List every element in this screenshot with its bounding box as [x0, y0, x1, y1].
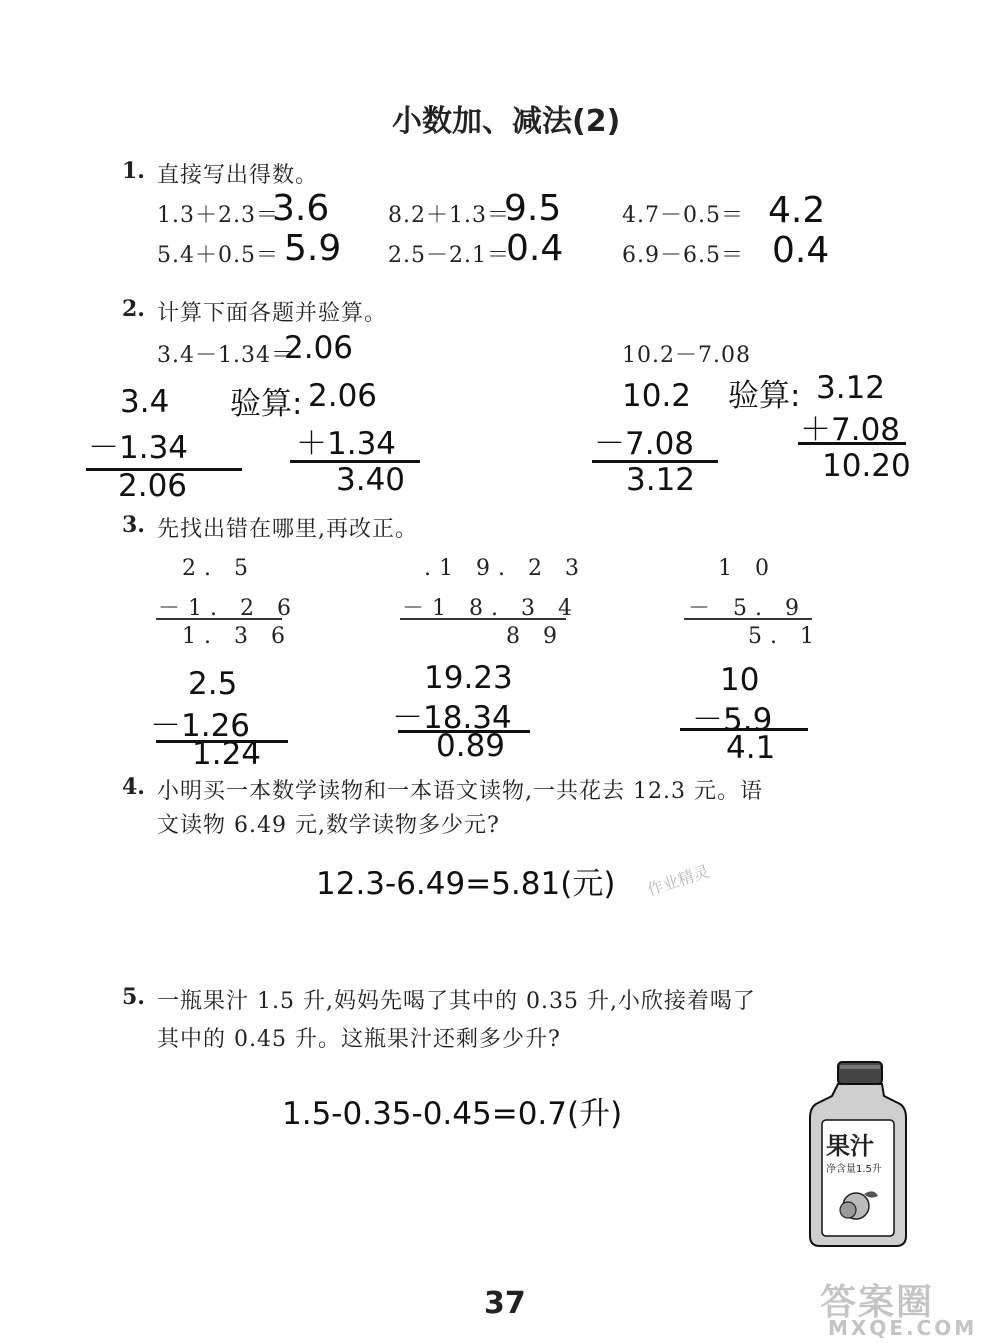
- q3-p1-fix-result: 1.24: [192, 736, 262, 772]
- bottle-volume: 净含量1.5升: [826, 1164, 882, 1175]
- q2-left-check-label: 验算:: [230, 386, 303, 422]
- page-title: 小数加、减法(2): [392, 104, 621, 139]
- q2-right-check-line: [798, 442, 906, 445]
- q3-p2-top: .1 9. 2 3: [424, 556, 587, 581]
- q2-number: 2.: [122, 296, 145, 322]
- q2-left-expr: 3.4－1.34＝: [157, 343, 294, 368]
- q3-p1-fix-top: 2.5: [188, 666, 238, 702]
- q2-right-check-label: 验算:: [728, 378, 801, 414]
- q2-left-check-add: ＋1.34: [296, 426, 397, 462]
- q1-expr-4: 5.4＋0.5＝: [157, 243, 279, 268]
- q1-number: 1.: [122, 158, 145, 184]
- q3-p2-fix-result: 0.89: [436, 728, 506, 764]
- q4-line-2: 文读物 6.49 元,数学读物多少元?: [157, 813, 500, 838]
- bottle-label: 果汁: [826, 1132, 874, 1160]
- q1-answer-5: 0.4: [506, 228, 564, 269]
- q2-left-work-top: 3.4: [120, 384, 170, 420]
- q1-answer-3: 4.2: [768, 190, 826, 231]
- q1-expr-2: 8.2＋1.3＝: [388, 203, 510, 228]
- q3-p3-wrong: 5. 1: [748, 624, 822, 649]
- q2-left-check-top: 2.06: [308, 378, 378, 414]
- page-number: 37: [484, 1286, 526, 1321]
- q1-answer-1: 3.6: [272, 188, 330, 229]
- q1-answer-6: 0.4: [772, 230, 830, 271]
- q2-right-check-result: 10.20: [822, 448, 911, 484]
- watermark-url: MXQE.COM: [828, 1316, 978, 1340]
- q2-right-work-sub: －7.08: [594, 426, 695, 462]
- q4-number: 4.: [122, 774, 145, 800]
- q1-expr-1: 1.3＋2.3＝: [157, 203, 279, 228]
- q2-left-answer: 2.06: [284, 330, 354, 366]
- q3-p1-line: [156, 618, 282, 620]
- q1-answer-2: 9.5: [504, 188, 562, 229]
- juice-bottle-illustration: [808, 1060, 908, 1250]
- q2-left-work-sub: －1.34: [88, 430, 189, 466]
- q3-p3-fix-sub: －5.9: [692, 702, 773, 738]
- q3-p3-top: 1 0: [718, 556, 777, 581]
- watermark-logo: 答案圈: [820, 1282, 935, 1323]
- q2-left-work-result: 2.06: [118, 468, 188, 504]
- q2-right-check-add: ＋7.08: [800, 412, 901, 448]
- q3-p3-sub: － 5. 9: [688, 596, 807, 621]
- q5-line-1: 一瓶果汁 1.5 升,妈妈先喝了其中的 0.35 升,小欣接着喝了: [157, 989, 756, 1014]
- q3-p3-fix-result: 4.1: [726, 730, 776, 766]
- q2-right-work-result: 3.12: [626, 462, 696, 498]
- q1-expr-6: 6.9－6.5＝: [622, 243, 744, 268]
- q3-p2-sub: －1 8. 3 4: [402, 596, 580, 621]
- q1-prompt: 直接写出得数。: [157, 163, 319, 188]
- q3-p2-wrong: 8 9: [506, 624, 565, 649]
- q3-p1-wrong: 1. 3 6: [182, 624, 293, 649]
- q4-answer: 12.3-6.49=5.81(元): [316, 866, 616, 902]
- q3-number: 3.: [122, 512, 145, 538]
- q1-expr-5: 2.5－2.1＝: [388, 243, 510, 268]
- q2-prompt: 计算下面各题并验算。: [157, 301, 388, 326]
- q3-p1-sub: －1. 2 6: [158, 596, 299, 621]
- q5-answer: 1.5-0.35-0.45=0.7(升): [282, 1096, 623, 1132]
- q3-p3-line: [684, 618, 812, 620]
- q3-p2-fix-top: 19.23: [424, 660, 513, 696]
- q3-p2-fix-sub: －18.34: [392, 700, 512, 736]
- q3-p3-fix-top: 10: [720, 662, 760, 698]
- q4-line-1: 小明买一本数学读物和一本语文读物,一共花去 12.3 元。语: [157, 779, 763, 804]
- q1-expr-3: 4.7－0.5＝: [622, 203, 744, 228]
- q5-number: 5.: [122, 984, 145, 1010]
- q3-p1-top: 2. 5: [182, 556, 256, 581]
- q2-right-check-top: 3.12: [816, 370, 886, 406]
- q3-prompt: 先找出错在哪里,再改正。: [157, 517, 418, 542]
- q2-right-expr: 10.2－7.08: [622, 343, 751, 368]
- q2-left-check-result: 3.40: [336, 462, 406, 498]
- q5-line-2: 其中的 0.45 升。这瓶果汁还剩多少升?: [157, 1027, 561, 1052]
- q3-p1-fix-sub: －1.26: [150, 708, 251, 744]
- q2-right-work-top: 10.2: [622, 378, 692, 414]
- q3-p2-line: [400, 618, 566, 620]
- q1-answer-4: 5.9: [284, 228, 342, 269]
- watermark-mid: 作业精灵: [644, 861, 712, 900]
